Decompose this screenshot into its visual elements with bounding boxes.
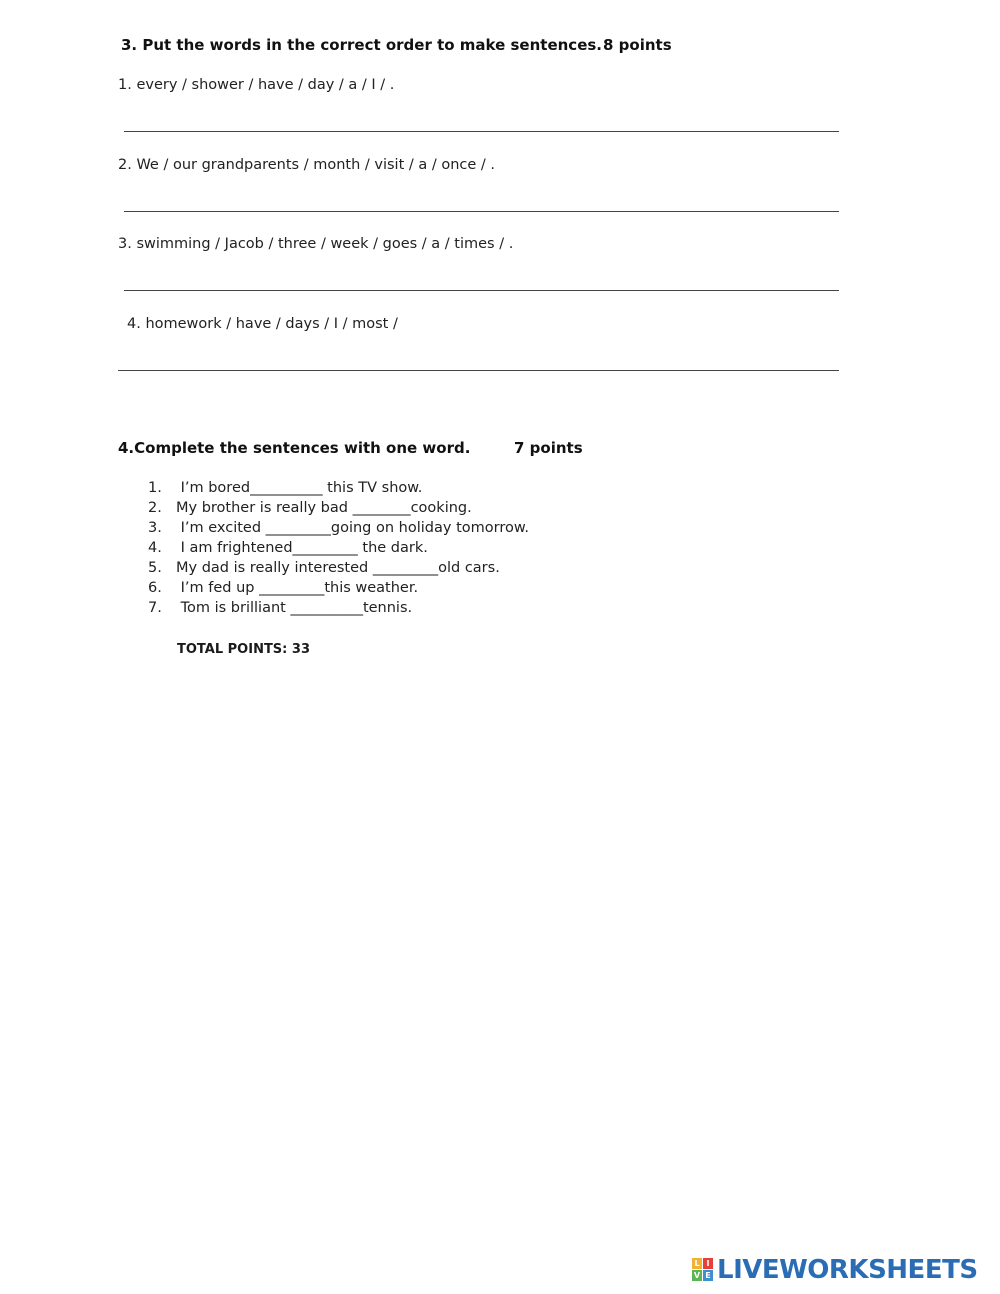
reorder-item-3: 3. swimming / Jacob / three / week / goes / a / times / . <box>118 236 514 252</box>
list-item <box>148 500 472 516</box>
list-item-text: I’m fed up _________this weather. <box>176 580 419 596</box>
list-item <box>148 580 418 596</box>
list-item-text: I am frightened_________ the dark. <box>176 540 428 556</box>
list-item <box>148 600 412 616</box>
list-item-number: 4. <box>148 540 162 556</box>
list-item <box>148 540 428 556</box>
reorder-item-1: 1. every / shower / have / day / a / I / . <box>118 77 395 93</box>
list-item <box>148 520 529 536</box>
logo-letter-e: E <box>703 1270 713 1281</box>
reorder-item-4: 4. homework / have / days / I / most / <box>127 316 398 332</box>
section-4-title: 4.Complete the sentences with one word. <box>118 439 471 457</box>
list-item <box>148 560 500 576</box>
list-item-number: 2. <box>148 500 162 516</box>
list-item-number: 1. <box>148 480 162 496</box>
list-item-text: I’m excited _________going on holiday tomorrow. <box>176 520 529 536</box>
list-item-number: 6. <box>148 580 162 596</box>
answer-line-3[interactable] <box>124 290 839 291</box>
logo-letter-v: V <box>693 1271 701 1280</box>
list-item-number: 7. <box>148 600 162 616</box>
liveworksheets-logo[interactable] <box>692 1255 978 1285</box>
answer-line-2[interactable] <box>124 211 839 212</box>
list-item-text: Tom is brilliant __________tennis. <box>176 600 413 616</box>
list-item-number: 5. <box>148 560 162 576</box>
list-item <box>148 480 422 496</box>
list-item-number: 3. <box>148 520 162 536</box>
section-4-points: 7 points <box>514 439 583 457</box>
reorder-item-2: 2. We / our grandparents / month / visit / a / once / . <box>118 157 496 173</box>
list-item-text: My brother is really bad ________cooking. <box>176 500 472 516</box>
answer-line-4[interactable] <box>118 370 839 371</box>
answer-line-1[interactable] <box>124 131 839 132</box>
liveworksheets-wordmark: LIVEWORKSHEETS <box>717 1255 978 1285</box>
logo-letter-i: I <box>703 1258 713 1269</box>
list-item-text: I’m bored__________ this TV show. <box>176 480 423 496</box>
section-3-title: 3. Put the words in the correct order to make sentences. <box>121 36 602 54</box>
list-item-text: My dad is really interested _________old cars. <box>176 560 500 576</box>
logo-letter-l: L <box>692 1258 702 1269</box>
liveworksheets-icon <box>692 1258 714 1282</box>
section-3-points: 8 points <box>603 36 672 54</box>
total-points: TOTAL POINTS: 33 <box>177 642 310 657</box>
